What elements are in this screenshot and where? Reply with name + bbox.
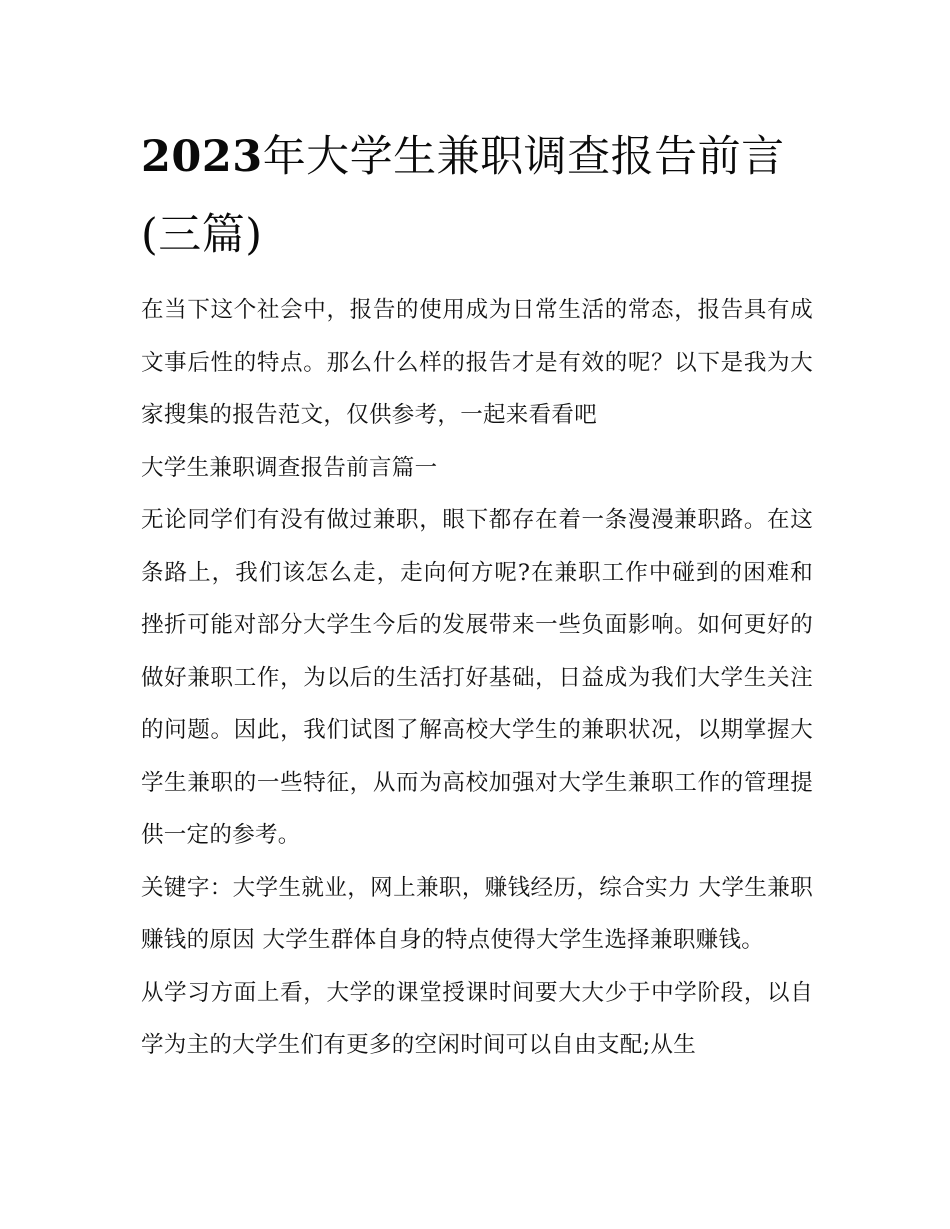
section-heading: 大学生兼职调查报告前言篇一 xyxy=(141,454,438,481)
document-body xyxy=(141,118,813,1072)
body-paragraph: 无论同学们有没有做过兼职，眼下都存在着一条漫漫兼职路。在这条路上，我们该怎么走，走向何方呢?在兼职工作中碰到的困难和挫折可能对部分大学生今后的发展带来一些负面影响。如何更好的做好兼职工作，为以后的生活打好基础，日益成为我们大学生关注的问题。因此，我们试图了解高校大学生的兼职状况，以期掌握大学生兼职的一些特征，从而为高校加强对大学生兼职工作的管理提供一定的参考。 xyxy=(141,507,813,848)
keywords-paragraph: 关键字：大学生就业，网上兼职，赚钱经历，综合实力 大学生兼职赚钱的原因 大学生群体自身的特点使得大学生选择兼职赚钱。 xyxy=(141,874,813,953)
title-text: 年大学生兼职调查报告前言(三篇) xyxy=(141,132,785,260)
title-year: 2023 xyxy=(141,132,263,182)
title-spacer xyxy=(141,274,813,284)
intro-paragraph: 在当下这个社会中，报告的使用成为日常生活的常态，报告具有成文事后性的特点。那么什么样的报告才是有效的呢？以下是我为大家搜集的报告范文，仅供参考，一起来看看吧 xyxy=(141,297,813,428)
body-paragraph: 从学习方面上看，大学的课堂授课时间要大大少于中学阶段，以自学为主的大学生们有更多的空闲时间可以自由支配;从生 xyxy=(141,979,813,1058)
document-title xyxy=(141,118,813,274)
